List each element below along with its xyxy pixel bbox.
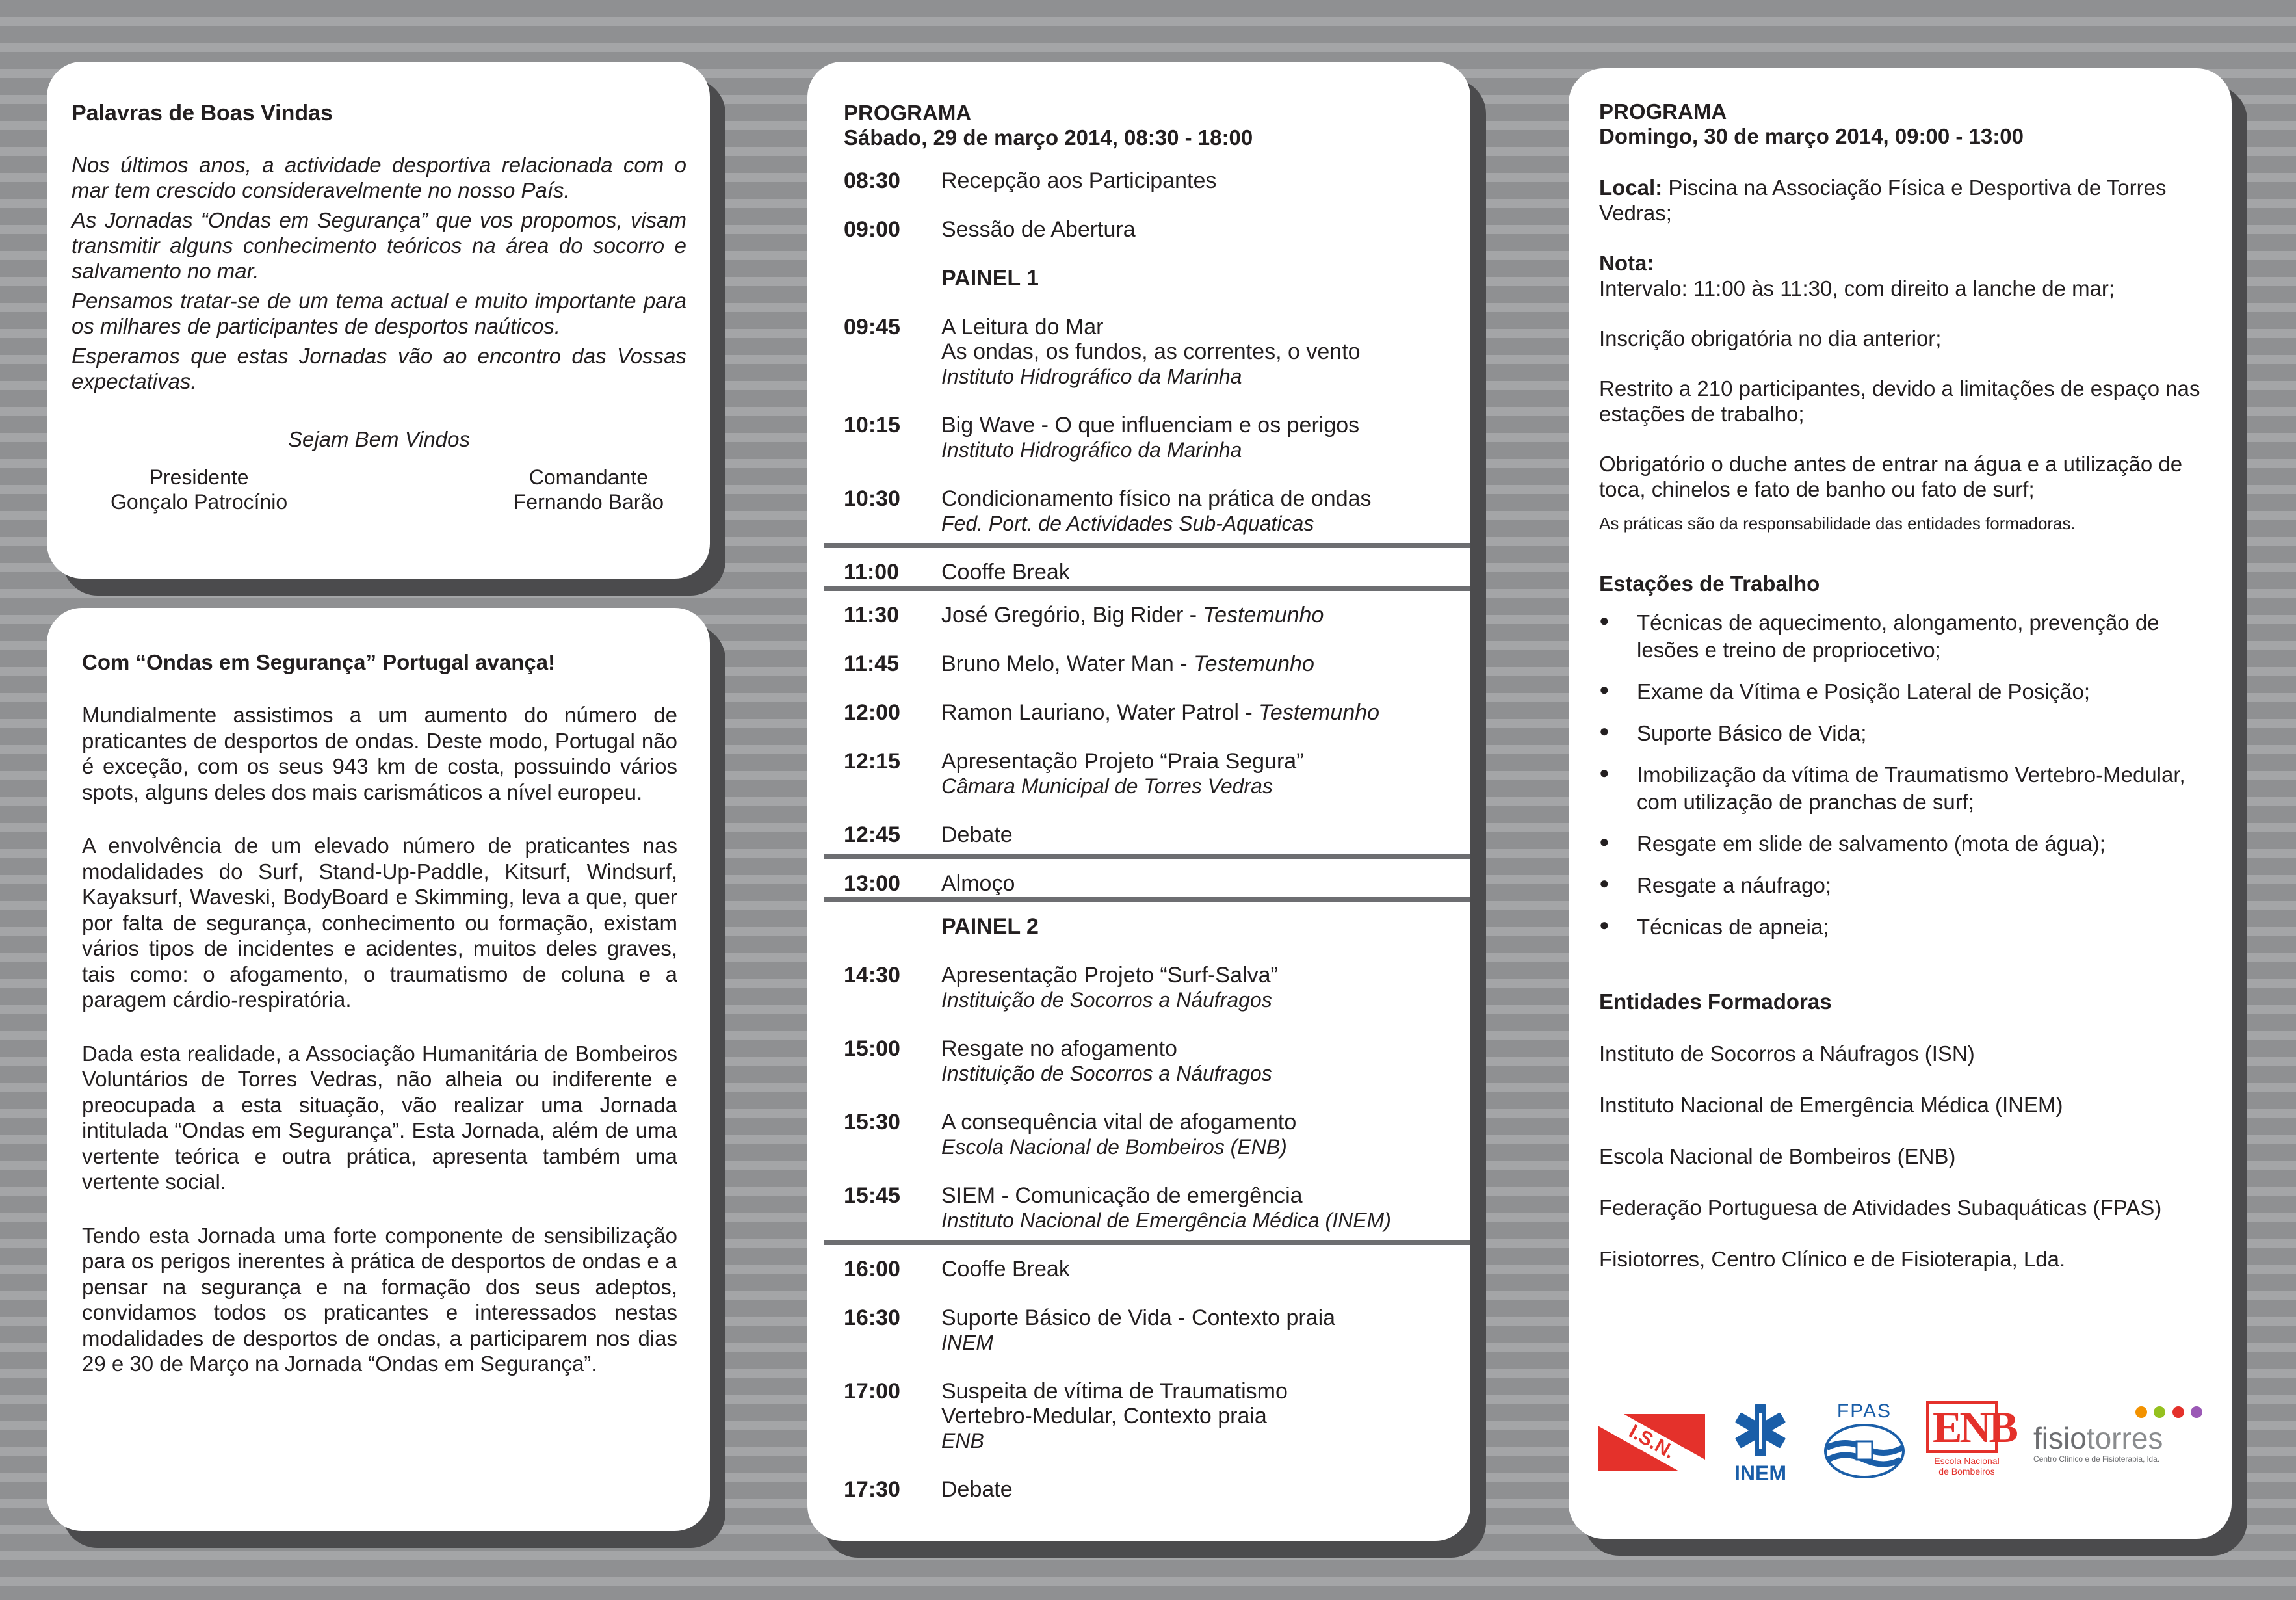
schedule-title: Almoço (941, 871, 1015, 896)
fpas-wave-icon (1819, 1422, 1910, 1484)
schedule-description (941, 315, 1451, 389)
schedule-description (941, 651, 1451, 676)
schedule-time: 15:00 (844, 1036, 900, 1061)
signature-role: Comandante (528, 466, 648, 489)
schedule-time: 11:00 (844, 560, 900, 584)
schedule-title: Apresentação Projeto “Surf-Salva” (941, 963, 1278, 988)
station-item: ● Resgate a náufrago; (1599, 872, 2206, 899)
schedule-item (844, 1305, 1451, 1355)
schedule-speaker: Instituição de Socorros a Náufragos (941, 988, 1272, 1012)
schedule-title: PAINEL 2 (941, 914, 1039, 939)
intro-paragraph: A envolvência de um elevado número de praticantes nas modalidades do Surf, Stand-Up-Paddle, Kitsurf, Windsurf, Kayaksurf, Waveski, BodyBoard e Skimming, leva a que, quer por falta de segurança, conhecimento ou formação, existam vários tipos de incidentes e acidentes, muitos deles graves, tais como: o afogamento, o traumatismo de coluna e a paragem cárdio-respiratória. (82, 833, 677, 1012)
schedule-description (941, 486, 1451, 536)
entity-item: Escola Nacional de Bombeiros (ENB) (1599, 1144, 1956, 1168)
schedule-item (844, 1036, 1451, 1086)
intro-paragraph: Dada esta realidade, a Associação Humanitária de Bombeiros Voluntários de Torres Vedras, não alheia ou indiferente e preocupada a esta situação, vão realizar uma Jornada intitulada “Ondas em Segurança”. Esta Jornada, além de uma vertente teórica e outra prática, apresenta também uma vertente social. (82, 1041, 677, 1194)
schedule-divider (824, 1240, 1470, 1245)
fisiotorres-caption: Centro Clínico e de Fisioterapia, lda. (2033, 1454, 2160, 1463)
stations-list (1599, 609, 2206, 941)
sunday-subheading: Domingo, 30 de março 2014, 09:00 - 13:00 (1599, 124, 2024, 148)
dot-icon (2154, 1406, 2165, 1418)
partner-logos (1598, 1401, 2206, 1505)
fisio-text: fisio (2033, 1421, 2087, 1455)
schedule-speaker: Instituto Hidrográfico da Marinha (941, 365, 1242, 388)
station-item: ● Exame da Vítima e Posição Lateral de Posição; (1599, 678, 2206, 705)
schedule-item (844, 1183, 1451, 1233)
welcome-paragraph: Nos últimos anos, a actividade desportiva relacionada com o mar tem crescido consideravelmente no nosso País. (72, 153, 686, 202)
schedule-item (844, 1379, 1451, 1453)
schedule-item (844, 651, 1451, 676)
inem-wordmark: INEM (1734, 1462, 1786, 1485)
schedule-title: Condicionamento físico na prática de ondas (941, 486, 1372, 511)
schedule-time: 10:15 (844, 413, 900, 438)
schedule-item (844, 700, 1451, 725)
schedule-description (941, 1036, 1451, 1086)
fisiotorres-dots (2033, 1406, 2202, 1422)
schedule-time: 12:45 (844, 822, 900, 847)
intro-paragraph: Mundialmente assistimos a um aumento do número de praticantes de desportos de ondas. Deste modo, Portugal não é exceção, com os seus 943 km de costa, possuindo vários spots, alguns deles dos mais carismáticos a nível europeu. (82, 703, 677, 804)
entities-title: Entidades Formadoras (1599, 990, 1832, 1014)
entity-item: Instituto de Socorros a Náufragos (ISN) (1599, 1042, 1975, 1066)
signature-name: Fernando Barão (513, 490, 664, 514)
note-item: Inscrição obrigatória no dia anterior; (1599, 326, 1942, 350)
schedule-time: 12:15 (844, 749, 900, 774)
welcome-closing: Sejam Bem Vindos (287, 427, 471, 451)
schedule-time: 14:30 (844, 963, 900, 988)
local-info (1599, 175, 2206, 226)
signature-commander (514, 465, 664, 514)
station-item: ● Técnicas de apneia; (1599, 913, 2206, 941)
schedule-title: Cooffe Break (941, 1257, 1070, 1281)
schedule-description (941, 266, 1451, 291)
schedule-title: Cooffe Break (941, 560, 1070, 584)
schedule-title: Suspeita de vítima de Traumatismo (941, 1379, 1288, 1404)
signature-president (111, 465, 287, 514)
schedule-item (844, 315, 1451, 389)
welcome-title: Palavras de Boas Vindas (72, 101, 333, 125)
schedule-time: 16:00 (844, 1257, 900, 1281)
entity-item: Federação Portuguesa de Atividades Subaquáticas (FPAS) (1599, 1196, 2162, 1220)
isn-logo (1598, 1414, 1705, 1475)
schedule-title: Big Wave - O que influenciam e os perigos (941, 413, 1360, 438)
panel-heading (844, 266, 1451, 291)
schedule-title: SIEM - Comunicação de emergência (941, 1183, 1303, 1208)
schedule-description (941, 1183, 1451, 1233)
schedule-time: 09:00 (844, 217, 900, 242)
schedule-description (941, 168, 1451, 193)
schedule-description (941, 603, 1451, 627)
schedule-divider (824, 897, 1470, 902)
schedule-title: Recepção aos Participantes (941, 168, 1217, 193)
saturday-heading: PROGRAMA (844, 101, 972, 125)
schedule-description (941, 217, 1451, 242)
schedule-description (941, 963, 1451, 1012)
station-item: ● Imobilização da vítima de Traumatismo Vertebro-Medular, com utilização de pranchas de surf; (1599, 761, 2206, 816)
schedule-time (844, 266, 941, 291)
enb-caption-2: de Bombeiros (1938, 1466, 1995, 1476)
schedule-speaker: Escola Nacional de Bombeiros (ENB) (941, 1135, 1287, 1159)
schedule-item (844, 217, 1451, 242)
schedule-divider (824, 586, 1470, 591)
welcome-paragraph: Esperamos que estas Jornadas vão ao encontro das Vossas expectativas. (72, 344, 686, 393)
fpas-wordmark: FPAS (1836, 1400, 1892, 1422)
schedule-time: 11:45 (844, 651, 900, 676)
welcome-paragraph: As Jornadas “Ondas em Segurança” que vos propomos, visam transmitir alguns conhecimento teóricos na área do socorro e salvamento no mar. (72, 208, 686, 283)
intro-paragraph: Tendo esta Jornada uma forte componente de sensibilização para os perigos inerentes à prática de desportos de ondas e a pensar na segurança e na formação dos seus adeptos, convidamos todos os praticantes e interessados nestas modalidades de desportos de ondas, a participarem nos dias 29 e 30 de Março na Jornada “Ondas em Segurança”. (82, 1223, 677, 1376)
schedule-title: Bruno Melo, Water Man - (941, 651, 1194, 676)
local-label: Local: (1599, 176, 1663, 200)
schedule-speaker: ENB (941, 1429, 984, 1452)
schedule-description (941, 1305, 1451, 1355)
sunday-heading: PROGRAMA (1599, 99, 1727, 124)
schedule-time: 15:30 (844, 1110, 900, 1134)
schedule-title: A consequência vital de afogamento (941, 1110, 1297, 1134)
schedule-speaker: Instituto Nacional de Emergência Médica (INEM) (941, 1209, 1391, 1232)
schedule-title: Suporte Básico de Vida - Contexto praia (941, 1305, 1336, 1330)
schedule-description (941, 871, 1451, 896)
schedule-description (941, 1110, 1451, 1159)
schedule-description (941, 560, 1451, 584)
schedule-item (844, 1110, 1451, 1159)
torres-text: torres (2086, 1421, 2163, 1455)
signatures (72, 465, 686, 514)
schedule-time: 17:30 (844, 1477, 900, 1502)
signature-role: Presidente (149, 466, 249, 489)
station-item: ● Técnicas de aquecimento, alongamento, prevenção de lesões e treino de propriocetivo; (1599, 609, 2206, 664)
enb-mark (1926, 1401, 2016, 1453)
schedule-title: Debate (941, 1477, 1013, 1502)
schedule-title: Debate (941, 822, 1013, 847)
local-text: Piscina na Associação Física e Desportiva de Torres Vedras; (1599, 176, 2167, 225)
schedule-title: Ramon Lauriano, Water Patrol - (941, 700, 1259, 725)
schedule-description (941, 914, 1451, 939)
note-item: Obrigatório o duche antes de entrar na água e a utilização de toca, chinelos e fato de banho ou fato de surf; (1599, 452, 2183, 501)
schedule-divider (824, 543, 1470, 548)
stations-title: Estações de Trabalho (1599, 571, 1820, 596)
schedule-speaker: Instituição de Socorros a Náufragos (941, 1062, 1272, 1085)
schedule-item (844, 168, 1451, 193)
inem-logo (1725, 1401, 1796, 1484)
schedule-title: Sessão de Abertura (941, 217, 1136, 242)
small-note: As práticas são da responsabilidade das entidades formadoras. (1599, 514, 2076, 533)
schedule-description (941, 1379, 1451, 1453)
schedule-speaker: Fed. Port. de Actividades Sub-Aquaticas (941, 512, 1314, 535)
star-of-life-icon (1731, 1401, 1790, 1460)
nota-label: Nota: (1599, 251, 1654, 275)
schedule-description (941, 413, 1451, 462)
schedule-title: A Leitura do Mar (941, 315, 1104, 339)
dot-icon (2135, 1406, 2147, 1418)
sunday-title (1599, 99, 2206, 149)
schedule-speaker: INEM (941, 1331, 993, 1354)
schedule-description (941, 1477, 1451, 1502)
fpas-logo (1819, 1401, 1910, 1487)
schedule-time: 09:45 (844, 315, 900, 339)
enb-logo (1926, 1401, 2016, 1476)
schedule-item (844, 822, 1451, 847)
schedule-item (844, 871, 1451, 896)
fisiotorres-wordmark (2033, 1422, 2202, 1454)
saturday-schedule (844, 168, 1451, 1502)
dot-icon (2191, 1406, 2202, 1418)
schedule-subtitle: Vertebro-Medular, Contexto praia (941, 1404, 1267, 1428)
schedule-time: 17:00 (844, 1379, 900, 1404)
schedule-description (941, 822, 1451, 847)
saturday-program-card (807, 62, 1470, 1541)
schedule-item (844, 486, 1451, 536)
schedule-note: Testemunho (1203, 603, 1324, 627)
welcome-paragraph: Pensamos tratar-se de um tema actual e muito importante para os milhares de participantes de desportos naúticos. (72, 289, 686, 338)
schedule-item (844, 1477, 1451, 1502)
enb-caption-1: Escola Nacional (1934, 1456, 2000, 1466)
schedule-item (844, 413, 1451, 462)
schedule-speaker: Câmara Municipal de Torres Vedras (941, 774, 1273, 798)
schedule-time (844, 914, 941, 939)
saturday-subheading: Sábado, 29 de março 2014, 08:30 - 18:00 (844, 125, 1253, 150)
signature-name: Gonçalo Patrocínio (111, 490, 288, 514)
schedule-time: 12:00 (844, 700, 900, 725)
entity-item: Fisiotorres, Centro Clínico e de Fisioterapia, Lda. (1599, 1247, 2066, 1271)
intro-title: Com “Ondas em Segurança” Portugal avança! (82, 650, 556, 674)
schedule-description (941, 700, 1451, 725)
entity-item: Instituto Nacional de Emergência Médica (INEM) (1599, 1093, 2063, 1117)
schedule-subtitle: As ondas, os fundos, as correntes, o vento (941, 339, 1361, 364)
schedule-description (941, 749, 1451, 798)
schedule-note: Testemunho (1193, 651, 1314, 676)
schedule-item (844, 963, 1451, 1012)
schedule-description (941, 1257, 1451, 1281)
schedule-divider (824, 854, 1470, 859)
schedule-speaker: Instituto Hidrográfico da Marinha (941, 438, 1242, 462)
sunday-program-card (1569, 68, 2232, 1539)
schedule-time: 11:30 (844, 603, 900, 627)
schedule-title: Apresentação Projeto “Praia Segura” (941, 749, 1304, 774)
schedule-note: Testemunho (1259, 700, 1380, 725)
schedule-item (844, 603, 1451, 627)
note-item: Restrito a 210 participantes, devido a limitações de espaço nas estações de trabalho; (1599, 376, 2200, 426)
intro-card (47, 608, 710, 1531)
welcome-card (47, 62, 710, 579)
schedule-item (844, 1257, 1451, 1281)
enb-letters: ENB (1933, 1402, 2016, 1452)
schedule-time: 13:00 (844, 871, 900, 896)
fisiotorres-logo (2033, 1406, 2202, 1463)
station-item: ● Suporte Básico de Vida; (1599, 720, 2206, 747)
dot-icon (2172, 1406, 2184, 1418)
schedule-title: PAINEL 1 (941, 266, 1039, 291)
svg-text:I.S.N.: I.S.N. (1625, 1421, 1679, 1463)
nota-info (1599, 250, 2206, 301)
schedule-time: 10:30 (844, 486, 900, 511)
station-item: ● Resgate em slide de salvamento (mota de água); (1599, 830, 2206, 858)
schedule-title: José Gregório, Big Rider - (941, 603, 1203, 627)
schedule-time: 16:30 (844, 1305, 900, 1330)
schedule-title: Resgate no afogamento (941, 1036, 1177, 1061)
schedule-time: 08:30 (844, 168, 900, 193)
isn-flag-icon (1598, 1414, 1705, 1471)
nota-text: Intervalo: 11:00 às 11:30, com direito a lanche de mar; (1599, 276, 2115, 300)
schedule-item (844, 749, 1451, 798)
schedule-item (844, 560, 1451, 584)
schedule-time: 15:45 (844, 1183, 900, 1208)
panel-heading (844, 914, 1451, 939)
